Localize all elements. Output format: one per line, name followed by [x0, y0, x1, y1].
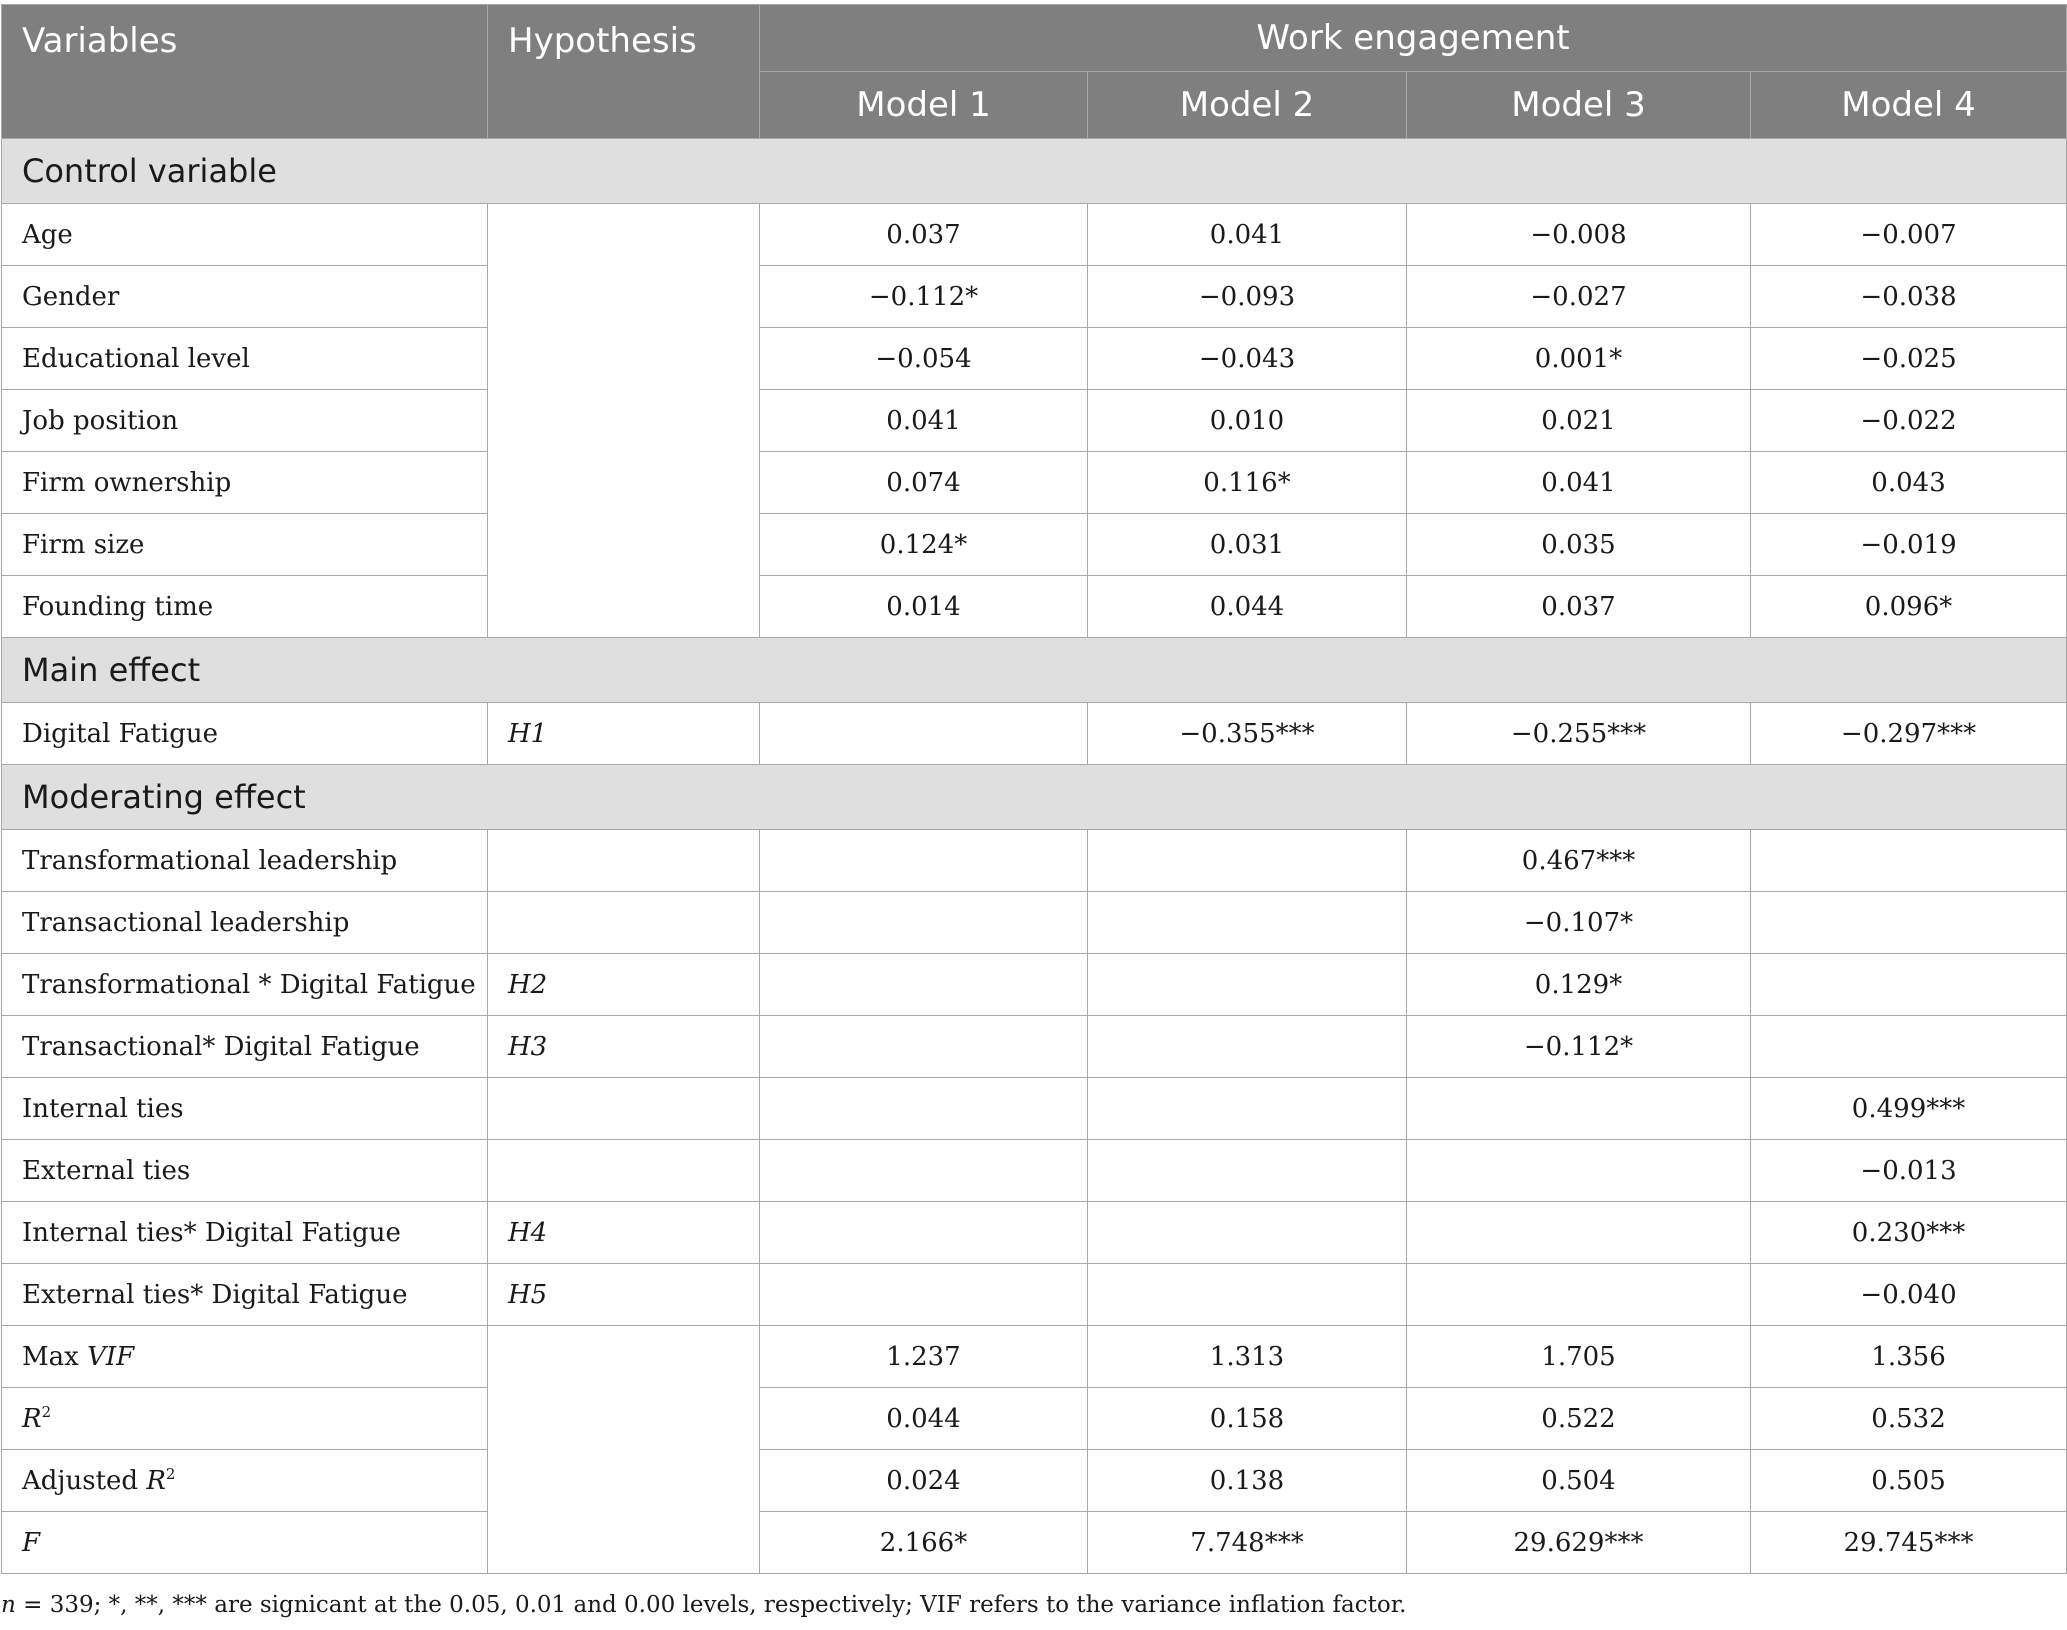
table-row-transactional [2, 892, 2067, 954]
cell-model-4: −0.040 [1751, 1264, 2067, 1326]
table-row-external-x-fatigue [2, 1264, 2067, 1326]
footnote-text: = 339; *, **, *** are signicant at the 0.05, 0.01 and 0.00 levels, respectively; VIF refers to the variance inflation factor. [15, 1592, 1407, 1618]
table-row-r-squared [2, 1388, 2067, 1450]
cell-model-4: −0.019 [1751, 514, 2067, 576]
row-label: Job position [2, 390, 488, 452]
table-row-digital-fatigue [2, 703, 2067, 765]
cell-model-3 [1407, 1264, 1751, 1326]
table-row-transactional-x-fatigue [2, 1016, 2067, 1078]
cell-model-4: 29.745*** [1751, 1512, 2067, 1574]
header-model-3: Model 3 [1407, 72, 1751, 139]
cell-model-3: 0.037 [1407, 576, 1751, 638]
cell-model-2 [1088, 1078, 1407, 1140]
table-row-adjusted-r-squared [2, 1450, 2067, 1512]
cell-model-1 [760, 1264, 1088, 1326]
cell-model-3: 1.705 [1407, 1326, 1751, 1388]
section-row-control [2, 139, 2067, 204]
row-label: Transformational leadership [2, 830, 488, 892]
cell-model-3: −0.112* [1407, 1016, 1751, 1078]
cell-model-1: 0.024 [760, 1450, 1088, 1512]
cell-model-4 [1751, 954, 2067, 1016]
footnote-n: n [1, 1592, 16, 1618]
hypothesis-cell-empty [488, 1326, 760, 1574]
cell-model-4: −0.038 [1751, 266, 2067, 328]
cell-model-1 [760, 703, 1088, 765]
cell-model-3: 0.522 [1407, 1388, 1751, 1450]
cell-model-3: −0.107* [1407, 892, 1751, 954]
cell-model-1 [760, 830, 1088, 892]
row-label: Digital Fatigue [2, 703, 488, 765]
cell-model-1: 0.044 [760, 1388, 1088, 1450]
table-row-transformational-x-fatigue [2, 954, 2067, 1016]
cell-model-1: −0.054 [760, 328, 1088, 390]
cell-model-4: 0.043 [1751, 452, 2067, 514]
hypothesis-cell [488, 1140, 760, 1202]
cell-model-2 [1088, 1202, 1407, 1264]
header-variables: Variables [2, 5, 488, 139]
cell-model-4: −0.025 [1751, 328, 2067, 390]
cell-model-4: 0.096* [1751, 576, 2067, 638]
cell-model-2: −0.043 [1088, 328, 1407, 390]
section-title-moderating: Moderating effect [2, 765, 2067, 830]
cell-model-2: 0.041 [1088, 204, 1407, 266]
hypothesis-cell [488, 892, 760, 954]
cell-model-4: 0.230*** [1751, 1202, 2067, 1264]
row-label: Age [2, 204, 488, 266]
row-label: Educational level [2, 328, 488, 390]
section-row-moderating [2, 765, 2067, 830]
cell-model-4: −0.013 [1751, 1140, 2067, 1202]
row-label: Transformational * Digital Fatigue [2, 954, 488, 1016]
section-title-control: Control variable [2, 139, 2067, 204]
cell-model-1 [760, 1140, 1088, 1202]
row-label-italic: R [22, 1403, 42, 1434]
hypothesis-cell [488, 1078, 760, 1140]
cell-model-2: 7.748*** [1088, 1512, 1407, 1574]
table-row-max-vif [2, 1326, 2067, 1388]
header-model-4: Model 4 [1751, 72, 2067, 139]
cell-model-1: 2.166* [760, 1512, 1088, 1574]
row-label: Internal ties [2, 1078, 488, 1140]
cell-model-4 [1751, 892, 2067, 954]
cell-model-3 [1407, 1202, 1751, 1264]
cell-model-1 [760, 1078, 1088, 1140]
cell-model-4: 0.532 [1751, 1388, 2067, 1450]
row-label-superscript: 2 [165, 1464, 176, 1483]
cell-model-4: 0.505 [1751, 1450, 2067, 1512]
row-label-italic: R [146, 1465, 166, 1496]
row-label: Founding time [2, 576, 488, 638]
table-footnote [1, 1592, 1407, 1618]
cell-model-3: −0.027 [1407, 266, 1751, 328]
header-hypothesis: Hypothesis [488, 5, 760, 139]
cell-model-3: 0.035 [1407, 514, 1751, 576]
cell-model-1: 0.014 [760, 576, 1088, 638]
cell-model-1: −0.112* [760, 266, 1088, 328]
table-row-job-position [2, 390, 2067, 452]
row-label-prefix: Adjusted [22, 1465, 147, 1496]
cell-model-2 [1088, 1016, 1407, 1078]
table-row-firm-size [2, 514, 2067, 576]
cell-model-2: −0.093 [1088, 266, 1407, 328]
regression-table [1, 4, 2067, 1574]
cell-model-1 [760, 1202, 1088, 1264]
hypothesis-cell-empty [488, 204, 760, 638]
table-row-gender [2, 266, 2067, 328]
cell-model-3: 29.629*** [1407, 1512, 1751, 1574]
cell-model-3: 0.129* [1407, 954, 1751, 1016]
cell-model-2 [1088, 892, 1407, 954]
row-label: External ties* Digital Fatigue [2, 1264, 488, 1326]
cell-model-1: 0.041 [760, 390, 1088, 452]
regression-table-container [1, 4, 2066, 1574]
row-label-superscript: 2 [41, 1402, 52, 1421]
table-row-age [2, 204, 2067, 266]
table-row-f-statistic [2, 1512, 2067, 1574]
table-row-transformational [2, 830, 2067, 892]
row-label [2, 1388, 488, 1450]
cell-model-4: −0.297*** [1751, 703, 2067, 765]
cell-model-3: −0.255*** [1407, 703, 1751, 765]
cell-model-3: 0.467*** [1407, 830, 1751, 892]
cell-model-4 [1751, 1016, 2067, 1078]
cell-model-3: 0.021 [1407, 390, 1751, 452]
cell-model-2: −0.355*** [1088, 703, 1407, 765]
row-label: External ties [2, 1140, 488, 1202]
row-label: Firm size [2, 514, 488, 576]
table-row-firm-ownership [2, 452, 2067, 514]
cell-model-3 [1407, 1140, 1751, 1202]
cell-model-1 [760, 1016, 1088, 1078]
cell-model-2: 0.010 [1088, 390, 1407, 452]
cell-model-2: 0.116* [1088, 452, 1407, 514]
cell-model-2: 0.044 [1088, 576, 1407, 638]
cell-model-3 [1407, 1078, 1751, 1140]
hypothesis-cell: H2 [488, 954, 760, 1016]
table-row-external-ties [2, 1140, 2067, 1202]
row-label [2, 1450, 488, 1512]
cell-model-3: 0.001* [1407, 328, 1751, 390]
table-row-internal-x-fatigue [2, 1202, 2067, 1264]
row-label [2, 1326, 488, 1388]
row-label: Transactional* Digital Fatigue [2, 1016, 488, 1078]
row-label: Firm ownership [2, 452, 488, 514]
cell-model-1 [760, 892, 1088, 954]
hypothesis-cell: H1 [488, 703, 760, 765]
cell-model-2: 0.158 [1088, 1388, 1407, 1450]
header-model-1: Model 1 [760, 72, 1088, 139]
row-label [2, 1512, 488, 1574]
hypothesis-cell: H4 [488, 1202, 760, 1264]
cell-model-4: −0.022 [1751, 390, 2067, 452]
row-label-italic: VIF [87, 1341, 135, 1372]
cell-model-2: 1.313 [1088, 1326, 1407, 1388]
section-title-main: Main effect [2, 638, 2067, 703]
header-model-2: Model 2 [1088, 72, 1407, 139]
cell-model-4: −0.007 [1751, 204, 2067, 266]
cell-model-1 [760, 954, 1088, 1016]
cell-model-3: −0.008 [1407, 204, 1751, 266]
hypothesis-cell [488, 830, 760, 892]
cell-model-2 [1088, 1264, 1407, 1326]
cell-model-1: 0.037 [760, 204, 1088, 266]
section-row-main [2, 638, 2067, 703]
cell-model-4: 0.499*** [1751, 1078, 2067, 1140]
cell-model-2: 0.138 [1088, 1450, 1407, 1512]
row-label-italic: F [22, 1527, 41, 1558]
row-label: Internal ties* Digital Fatigue [2, 1202, 488, 1264]
table-row-founding-time [2, 576, 2067, 638]
cell-model-2 [1088, 1140, 1407, 1202]
cell-model-2 [1088, 830, 1407, 892]
hypothesis-cell: H5 [488, 1264, 760, 1326]
cell-model-4 [1751, 830, 2067, 892]
cell-model-1: 0.074 [760, 452, 1088, 514]
hypothesis-cell: H3 [488, 1016, 760, 1078]
row-label: Gender [2, 266, 488, 328]
cell-model-2 [1088, 954, 1407, 1016]
cell-model-1: 0.124* [760, 514, 1088, 576]
cell-model-4: 1.356 [1751, 1326, 2067, 1388]
cell-model-3: 0.041 [1407, 452, 1751, 514]
row-label: Transactional leadership [2, 892, 488, 954]
table-row-internal-ties [2, 1078, 2067, 1140]
row-label-prefix: Max [22, 1341, 88, 1372]
header-work-engagement: Work engagement [760, 5, 2067, 72]
cell-model-1: 1.237 [760, 1326, 1088, 1388]
table-row-education [2, 328, 2067, 390]
cell-model-3: 0.504 [1407, 1450, 1751, 1512]
cell-model-2: 0.031 [1088, 514, 1407, 576]
